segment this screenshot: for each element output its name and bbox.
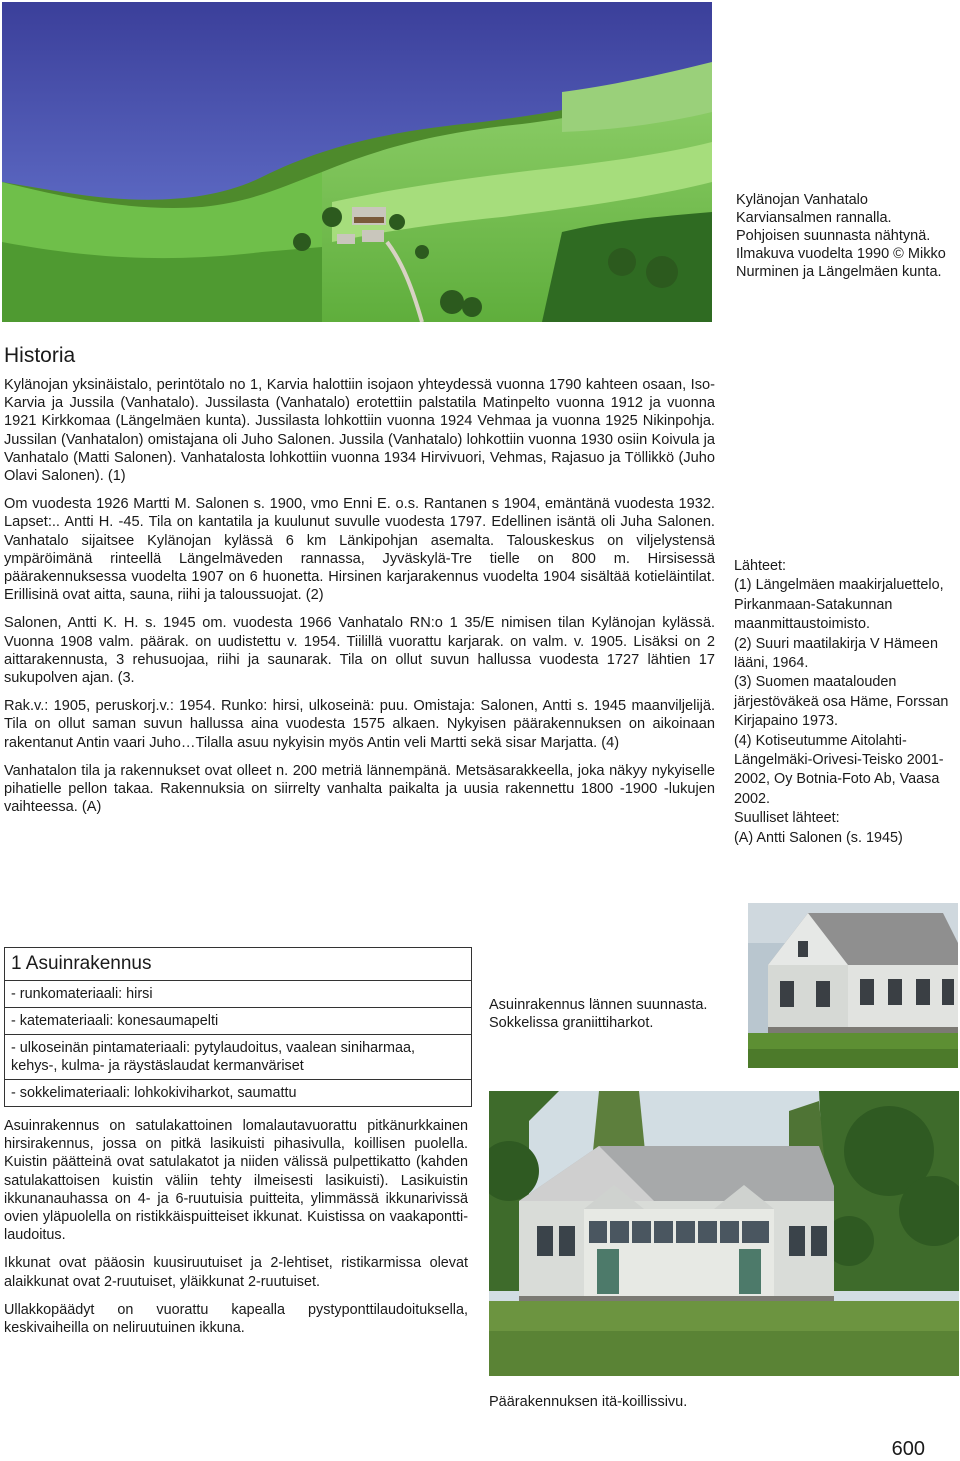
history-paragraph: Vanhatalon tila ja rakennukset ovat olleet n. 200 metriä lännempänä. Metsäsarakkeella, joka näkyy nykyiselle pihatielle pellon takaa. Rakennuksia on siirrelty vanhalta paikalta ja uusia rakennettu 1800 -1900 -lukujen vaihteessa. (A) <box>4 762 715 816</box>
building-description <box>4 1117 468 1347</box>
aerial-caption: Kylänojan Vanhatalo Karviansalmen rannalla. Pohjoisen suunnasta nähtynä. Ilmakuva vuodelta 1990 © Mikko Nurminen ja Längelmäen kunta. <box>736 192 946 280</box>
aerial-photo <box>2 2 712 322</box>
feature-row: - katemateriaali: konesaumapelti <box>5 1008 471 1035</box>
reference-item: (4) Kotiseutumme Aitolahti-Längelmäki-Orivesi-Teisko 2001-2002, Oy Botnia-Foto Ab, Vaasa 2002. <box>734 732 944 807</box>
history-text <box>4 376 715 826</box>
references-list <box>734 557 958 848</box>
description-paragraph: Ullakkopäädyt on vuorattu kapealla pystyponttilaudoituksella, keskivaiheilla on neliruutuinen ikkuna. <box>4 1301 468 1337</box>
house-west-caption: Asuinrakennus lännen suunnasta. Sokkelissa graniittiharkot. <box>489 997 708 1031</box>
main-building-caption: Päärakennuksen itä-koillissivu. <box>489 1394 688 1410</box>
history-paragraph: Salonen, Antti K. H. s. 1945 om. vuodesta 1966 Vanhatalo RN:o 1 35/E nimisen tilan Kylänojan kylässä. Vuonna 1908 valm. päärak. on uudistettu v. 1954. Tiilillä vuorattu karjarak. on valm. v. 1905. Lisäksi on 2 aittarakennusta, 3 rehusuojaa, riihi ja saunarak. Tila on ollut suvun hallussa vuodesta 1727 lähtien 17 sukupolven ajan. (3. <box>4 615 715 687</box>
reference-item: (1) Längelmäen maakirjaluettelo, Pirkanmaan-Satakunnan maanmittaustoimisto. <box>734 577 944 633</box>
features-title: 1 Asuinrakennus <box>5 948 471 981</box>
feature-row: - runkomateriaali: hirsi <box>5 981 471 1008</box>
feature-row: - sokkelimateriaali: lohkokiviharkot, saumattu <box>5 1080 471 1107</box>
reference-item: Suulliset lähteet: <box>734 810 840 827</box>
house-west-photo <box>748 903 958 1068</box>
reference-item: (A) Antti Salonen (s. 1945) <box>734 829 903 846</box>
history-paragraph: Rak.v.: 1905, peruskorj.v.: 1954. Runko: hirsi, ulkoseinä: puu. Omistaja: Salonen, Antti s. 1945 maanviljelijä. Tila on ollut saman suvun hallussa aina vuodesta 1575 alkaen. Nykyisen päärakennuksen on aikoinaan rakentanut Antin vaari Juho…Tilalla asuu nykyisin myös Antin veli Martti sekä sisar Marjatta. (4) <box>4 698 715 751</box>
page-number: 600 <box>891 1438 925 1460</box>
reference-item: (3) Suomen maatalouden järjestöväkeä osa Häme, Forssan Kirjapaino 1973. <box>734 674 949 730</box>
building-features-box <box>4 947 472 1107</box>
reference-item: Lähteet: <box>734 558 787 574</box>
history-paragraph: Om vuodesta 1926 Martti M. Salonen s. 1900, vmo Enni E. o.s. Rantanen s 1904, emäntänä vuodesta 1932. Lapset:.. Antti H. -45. Tila on kantatila ja kuulunut suvulle vuodesta 1797. Edellinen isäntä oli Juha Salonen. Vanhatalo sijaitsee Kylänojan kylässä 6 km Länkipohjan asemalta. Talouskeskus on viljelystensä ympäröimänä rinteellä Längelmäveden rannassa, Jyväskylä-Tre tielle on 800 m. Hirsisessä päärakennuksessa vuodelta 1907 on 6 huonetta. Hirsinen karjarakennus vuodelta 1904 sisältää kotieläintilat. Erillisinä ovat aitta, sauna, riihi ja taloussuojat. (2) <box>4 496 715 604</box>
main-building-photo <box>489 1091 959 1376</box>
description-paragraph: Ikkunat ovat pääosin kuusiruutuiset ja 2-lehtiset, ristikarmissa olevat alaikkunat ovat 2-ruutuiset, yläikkunat 2-ruutuiset. <box>4 1255 468 1290</box>
reference-item: (2) Suuri maatilakirja V Hämeen lääni, 1964. <box>734 635 938 672</box>
history-paragraph: Kylänojan yksinäistalo, perintötalo no 1, Karvia halottiin isojaon yhteydessä vuonna 1790 kahteen osaan, Iso-Karvia ja Jussila (Vanhatalo). Jussilasta (Vanhatalo) erotettiin palstatila Matinpelto vuonna 1912 ja vuonna 1921 Kirkkomaa (Längelmäen kunta). Jussilasta lohkottiin vuonna 1924 Vehmaa ja vuonna 1925 Nikinpohja. Jussilan (Vanhatalon) omistajana oli Juho Salonen. Jussila (Vanhatalo) lohkottiin vuonna 1930 osiin Koivula ja Vanhatalo (Matti Salonen). Vanhatalosta lohkottiin vuonna 1934 Hirvivuori, Vehmas, Rajasuo ja Töllikkö (Juho Olavi Salonen). (1) <box>4 377 715 485</box>
section-heading-historia: Historia <box>4 344 76 367</box>
feature-row: - ulkoseinän pintamateriaali: pytylaudoitus, vaalean siniharmaa, kehys-, kulma- ja räystäslaudat kermanväriset <box>5 1035 471 1080</box>
description-paragraph: Asuinrakennus on satulakattoinen lomalautavuorattu pitkänurkkainen hirsirakennus, jossa on pitkä lasikuisti pihasivulla, koillisen puolella. Kuistin päätteinä ovat satulakatot ja niiden välissä pulpettikatto (kahden satulakattoisen kuistin väliin tehty ilmeisesti lasikuisti). Lasikuistin ikkunanauhassa on 4- ja 6-ruutuisia puitteita, ylimmässä ikkunarivissä ovien yläpuolella on ristikkäispuitteiset ikkunat. Kuistissa on vaakaponttilaudoitus. <box>4 1118 468 1244</box>
